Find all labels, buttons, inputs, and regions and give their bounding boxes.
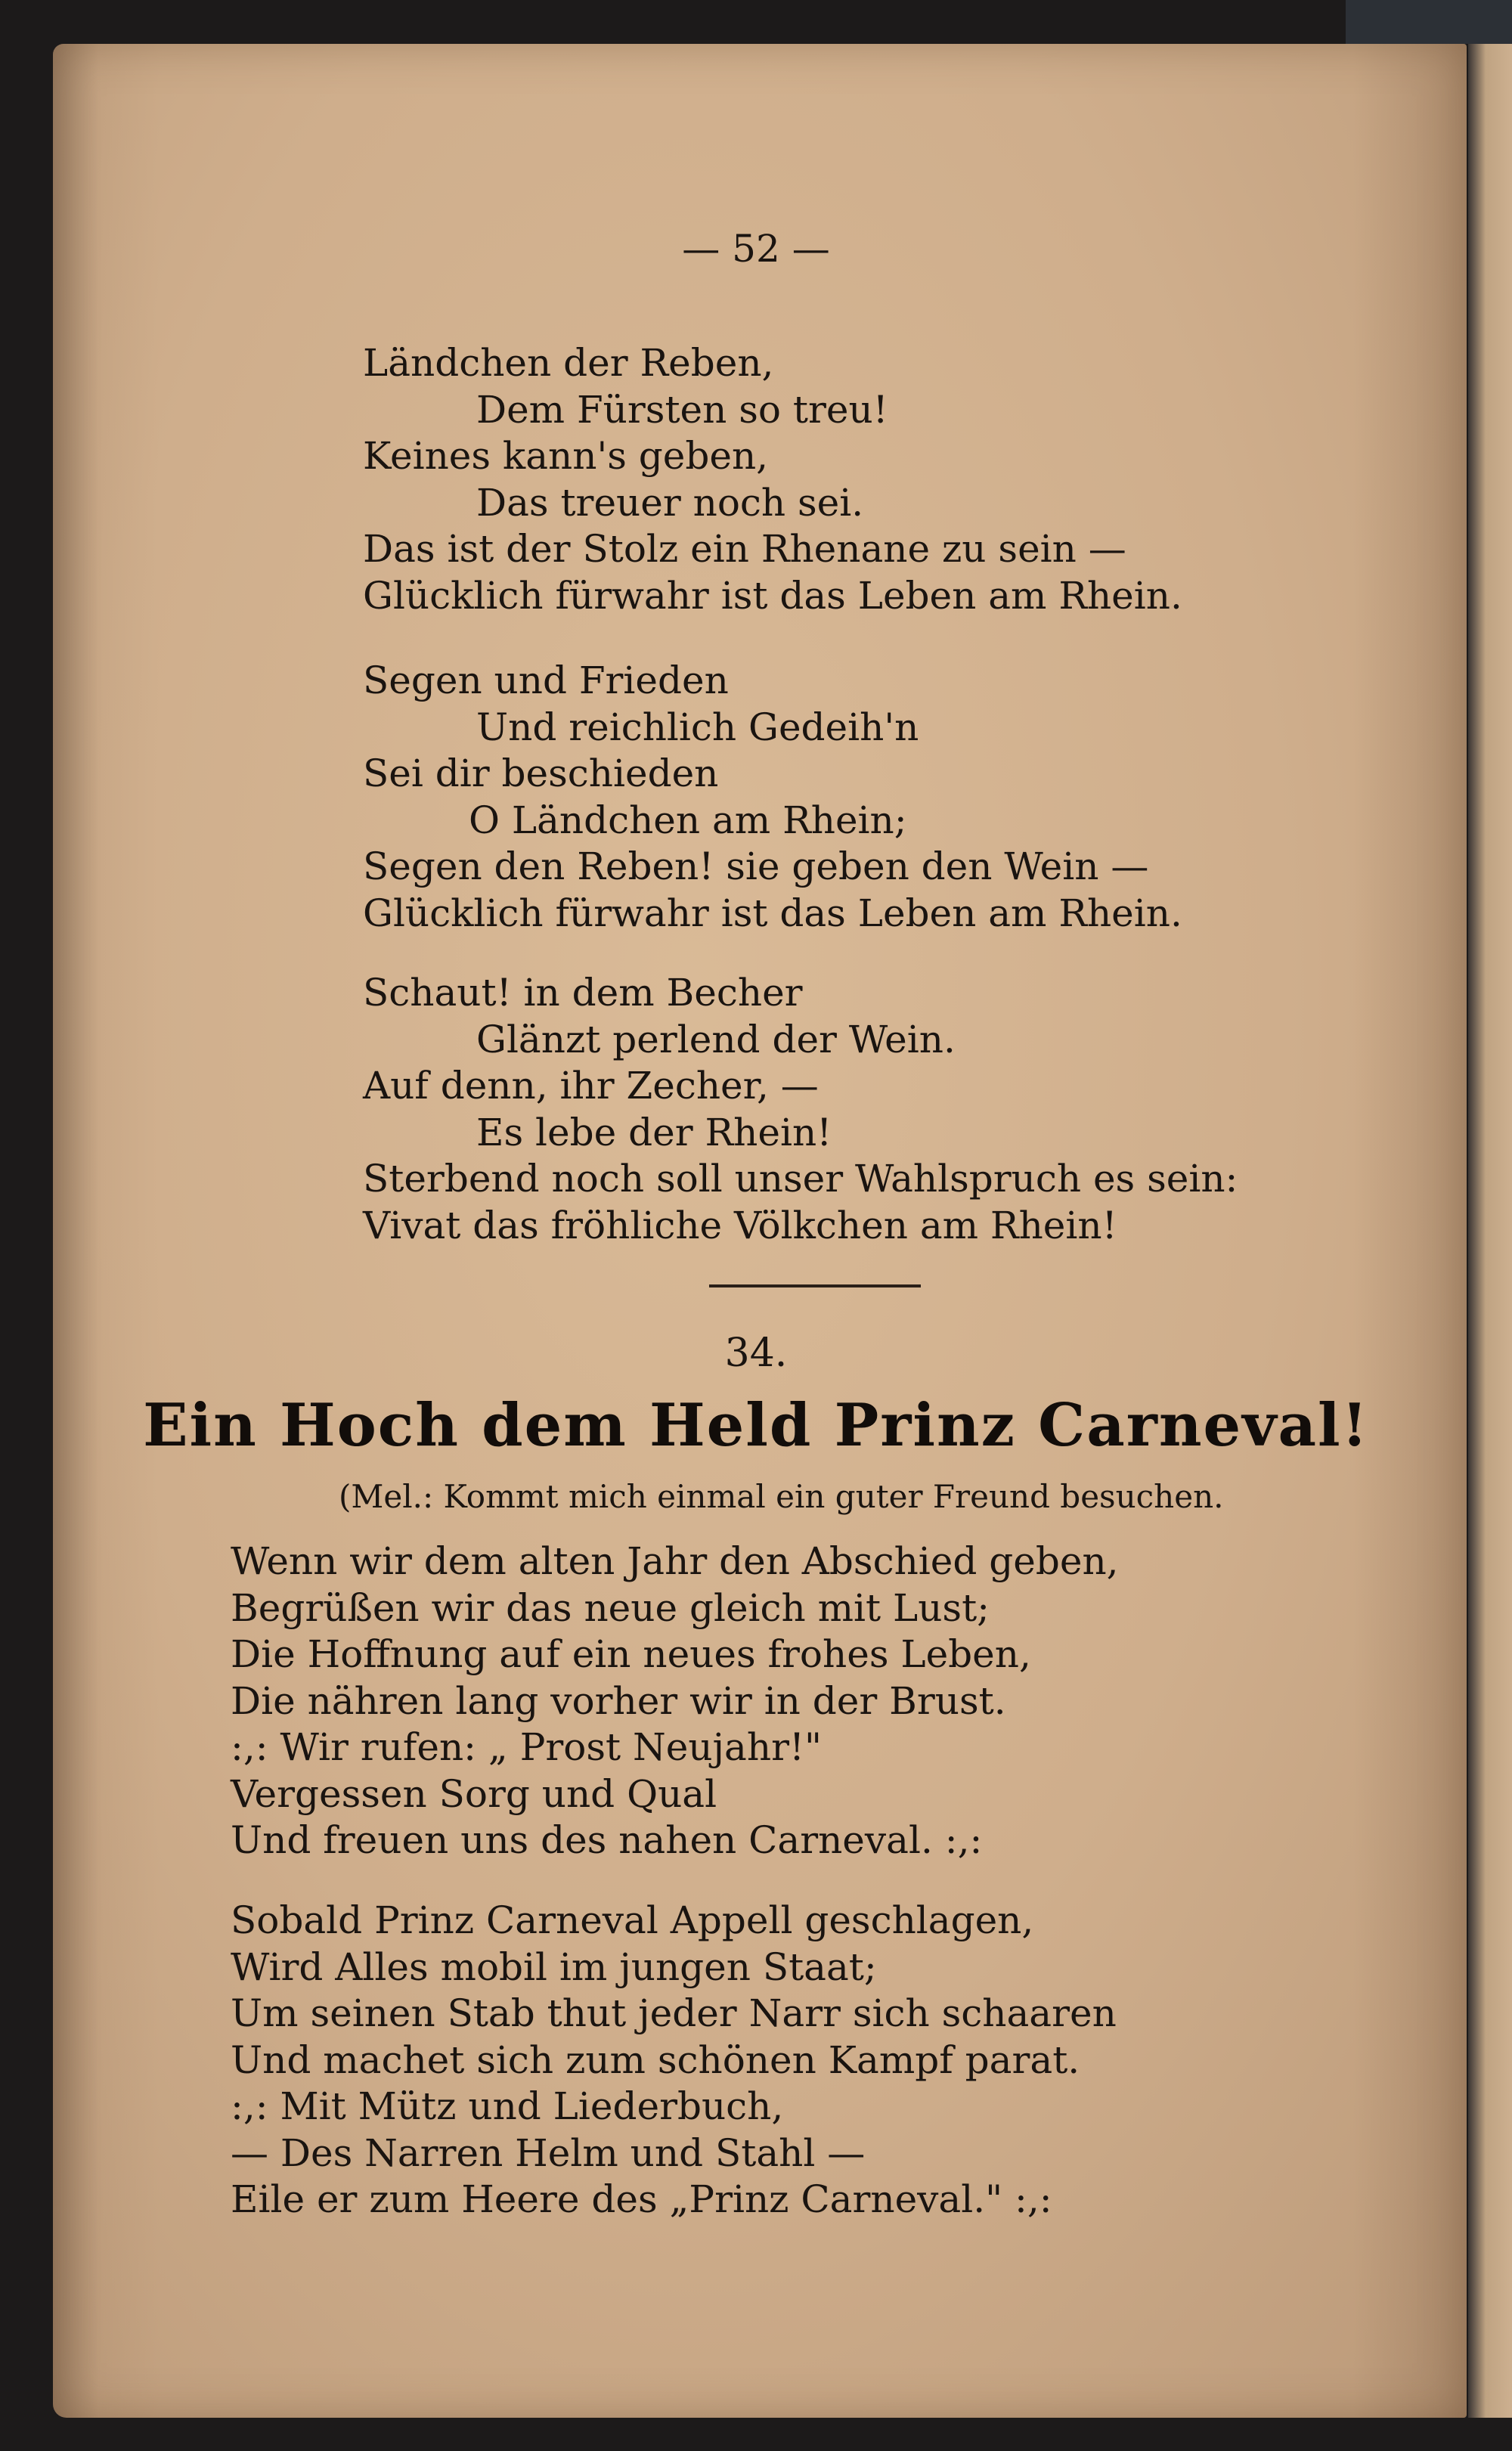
verse-line: Es lebe der Rhein! xyxy=(476,1110,832,1154)
verse-line: Sei dir beschieden xyxy=(363,751,719,795)
melody-note: (Mel.: Kommt mich einmal ein guter Freund besuchen. xyxy=(339,1478,1224,1515)
song-stanza-2 xyxy=(231,1898,1117,2223)
verse-line: Und reichlich Gedeih'n xyxy=(476,705,919,749)
verse-line: :,: Mit Mütz und Liederbuch, xyxy=(231,2084,784,2128)
verse-line: Sobald Prinz Carneval Appell geschlagen, xyxy=(231,1898,1034,1942)
verse-line: Und machet sich zum schönen Kampf parat. xyxy=(231,2037,1080,2082)
verse-line: Dem Fürsten so treu! xyxy=(476,387,888,432)
verse-line: :,: Wir rufen: „ Prost Neujahr!" xyxy=(231,1725,823,1769)
verse-line: Sterbend noch soll unser Wahlspruch es sein: xyxy=(363,1157,1238,1201)
page-number: — 52 — xyxy=(682,227,830,271)
book-edge-right xyxy=(1468,44,1512,2418)
verse-line: Eile er zum Heere des „Prinz Carneval." :,: xyxy=(231,2177,1052,2221)
verse-line: Das ist der Stolz ein Rhenane zu sein — xyxy=(363,527,1126,571)
verse-line: Das treuer noch sei. xyxy=(476,480,864,525)
verse-line: Um seinen Stab thut jeder Narr sich schaaren xyxy=(231,1991,1117,2035)
verse-line: Glänzt perlend der Wein. xyxy=(476,1017,956,1061)
verse-line: Vergessen Sorg und Qual xyxy=(231,1771,717,1816)
verse-line: Glücklich fürwahr ist das Leben am Rhein. xyxy=(363,573,1182,618)
song-title: Ein Hoch dem Held Prinz Carneval! xyxy=(143,1391,1369,1460)
verse-line: — Des Narren Helm und Stahl — xyxy=(231,2130,866,2175)
song-number: 34. xyxy=(724,1331,788,1376)
verse-line: Auf denn, ihr Zecher, — xyxy=(363,1064,819,1108)
section-divider xyxy=(709,1284,921,1287)
book-edge-top xyxy=(1346,0,1512,44)
verse-line: Und freuen uns des nahen Carneval. :,: xyxy=(231,1818,983,1862)
song-stanza-1 xyxy=(231,1538,1119,1864)
verse-line: Vivat das fröhliche Völkchen am Rhein! xyxy=(363,1203,1117,1247)
verse-line: Begrüßen wir das neue gleich mit Lust; xyxy=(231,1585,990,1630)
verse-line: Wenn wir dem alten Jahr den Abschied geben, xyxy=(231,1539,1119,1583)
verse-line: Segen den Reben! sie geben den Wein — xyxy=(363,844,1149,888)
stanza-prev-3 xyxy=(363,970,1238,1249)
stanza-prev-2 xyxy=(363,658,1182,937)
verse-line: Ländchen der Reben, xyxy=(363,341,774,385)
verse-line: Keines kann's geben, xyxy=(363,434,769,478)
verse-line: Die nähren lang vorher wir in der Brust. xyxy=(231,1678,1006,1723)
stanza-prev-1 xyxy=(363,340,1182,619)
verse-line: Schaut! in dem Becher xyxy=(363,971,803,1015)
verse-line: Glücklich fürwahr ist das Leben am Rhein. xyxy=(363,891,1182,935)
verse-line: O Ländchen am Rhein; xyxy=(469,798,907,842)
verse-line: Segen und Frieden xyxy=(363,658,729,702)
verse-line: Die Hoffnung auf ein neues frohes Leben, xyxy=(231,1632,1031,1676)
verse-line: Wird Alles mobil im jungen Staat; xyxy=(231,1944,877,1989)
